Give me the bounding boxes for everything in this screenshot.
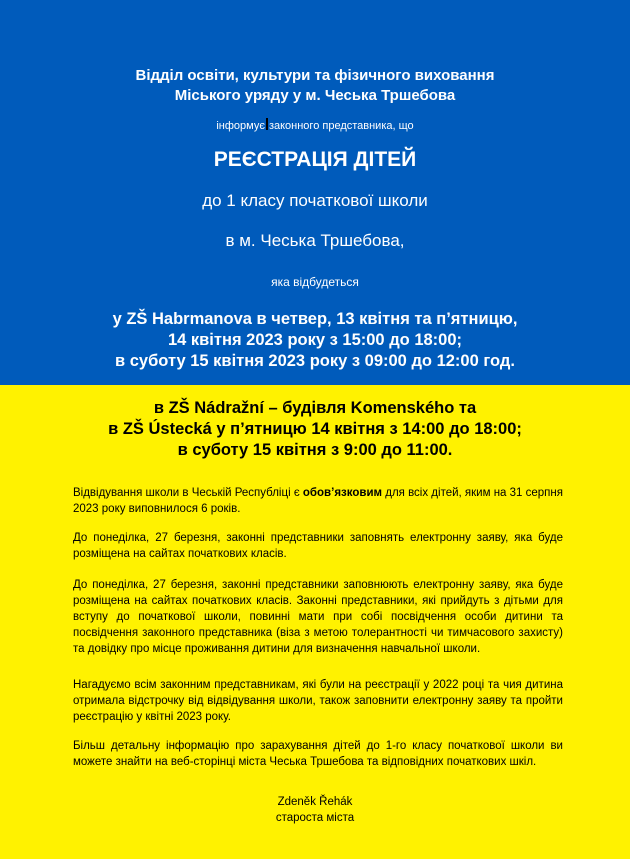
paragraph-attendance-b: для всіх дітей, яким на 31 серпня 2023 року виповнилося 6 років. — [73, 487, 563, 515]
blue-section — [0, 0, 630, 385]
paragraph-documents: До понеділка, 27 березня, законні представники заповнюють електронну заяву, яка буде розміщена на сайтах початкових класів. Законні представники, які прийдуть з дітьми для вступу до початкової школи, повинні мати при собі посвідчення особи дитини та посвідчення законного представника (віза з метою толерантності чи тимчасового захисту) та довідку про місце проживання дитини для визначення навчальної школи. — [73, 579, 563, 655]
schools-line-3: в суботу 15 квітня з 9:00 до 11:00. — [177, 441, 453, 459]
habrmanova-line-3: в суботу 15 квітня 2023 року з 09:00 до 12:00 год. — [115, 352, 515, 370]
subtitle-class: до 1 класу початкової школи — [202, 191, 428, 210]
subtitle-city-text: в м. Чеська Тршебова — [225, 231, 400, 250]
signature-role: староста міста — [275, 812, 355, 824]
paragraph-more-info: Більш детальну інформацію про зарахування дітей до 1-го класу початкової школи ви можете знайти на веб-сторінці міста Чеська Тршебова та відповідних початкових шкіл. — [73, 740, 563, 768]
signature-name: Zdeněk Řehák — [277, 796, 353, 808]
paragraph-reminder: Нагадуємо всім законним представникам, які були на реєстрації у 2022 році та чия дитина отримала відстрочку від відвідування школи, також заповнити електронну заяву та пройти реєстрацію у квітні 2023 року. — [73, 679, 563, 723]
paragraph-attendance-a: Відвідування школи в Чеській Республіці є — [73, 487, 303, 499]
schools-line-1: в ZŠ Nádražní – будівля Komenského та — [153, 399, 477, 417]
schools-line-2: в ZŠ Ústecká у п’ятницю 14 квітня з 14:00 до 18:00; — [108, 420, 522, 438]
habrmanova-line-2: 14 квітня 2023 року з 15:00 до 18:00; — [167, 331, 463, 349]
subtitle-city — [0, 229, 630, 253]
habrmanova-line-1: у ZŠ Habrmanova в четвер, 13 квітня та п’ятницю, — [112, 310, 518, 328]
paragraph-attendance — [73, 485, 563, 517]
yellow-section — [0, 385, 630, 859]
text-cursor — [266, 118, 268, 130]
subtitle-comma: , — [399, 231, 405, 250]
informs-line — [0, 118, 630, 133]
informs-rest: законного представника, що — [268, 120, 414, 132]
informs-word: інформує — [216, 120, 265, 132]
paragraph-application: До понеділка, 27 березня, законні представники заповнять електронну заяву, яка буде розміщена на сайтах початкових класів. — [73, 532, 563, 560]
department-line-1: Відділ освіти, культури та фізичного виховання — [135, 67, 495, 84]
main-title: РЕЄСТРАЦІЯ ДІТЕЙ — [213, 148, 417, 171]
will-take-place: яка відбудеться — [271, 275, 359, 289]
department-line-2: Міського уряду у м. Чеська Тршебова — [174, 87, 456, 104]
paragraph-attendance-bold: обов’язковим — [302, 487, 383, 499]
